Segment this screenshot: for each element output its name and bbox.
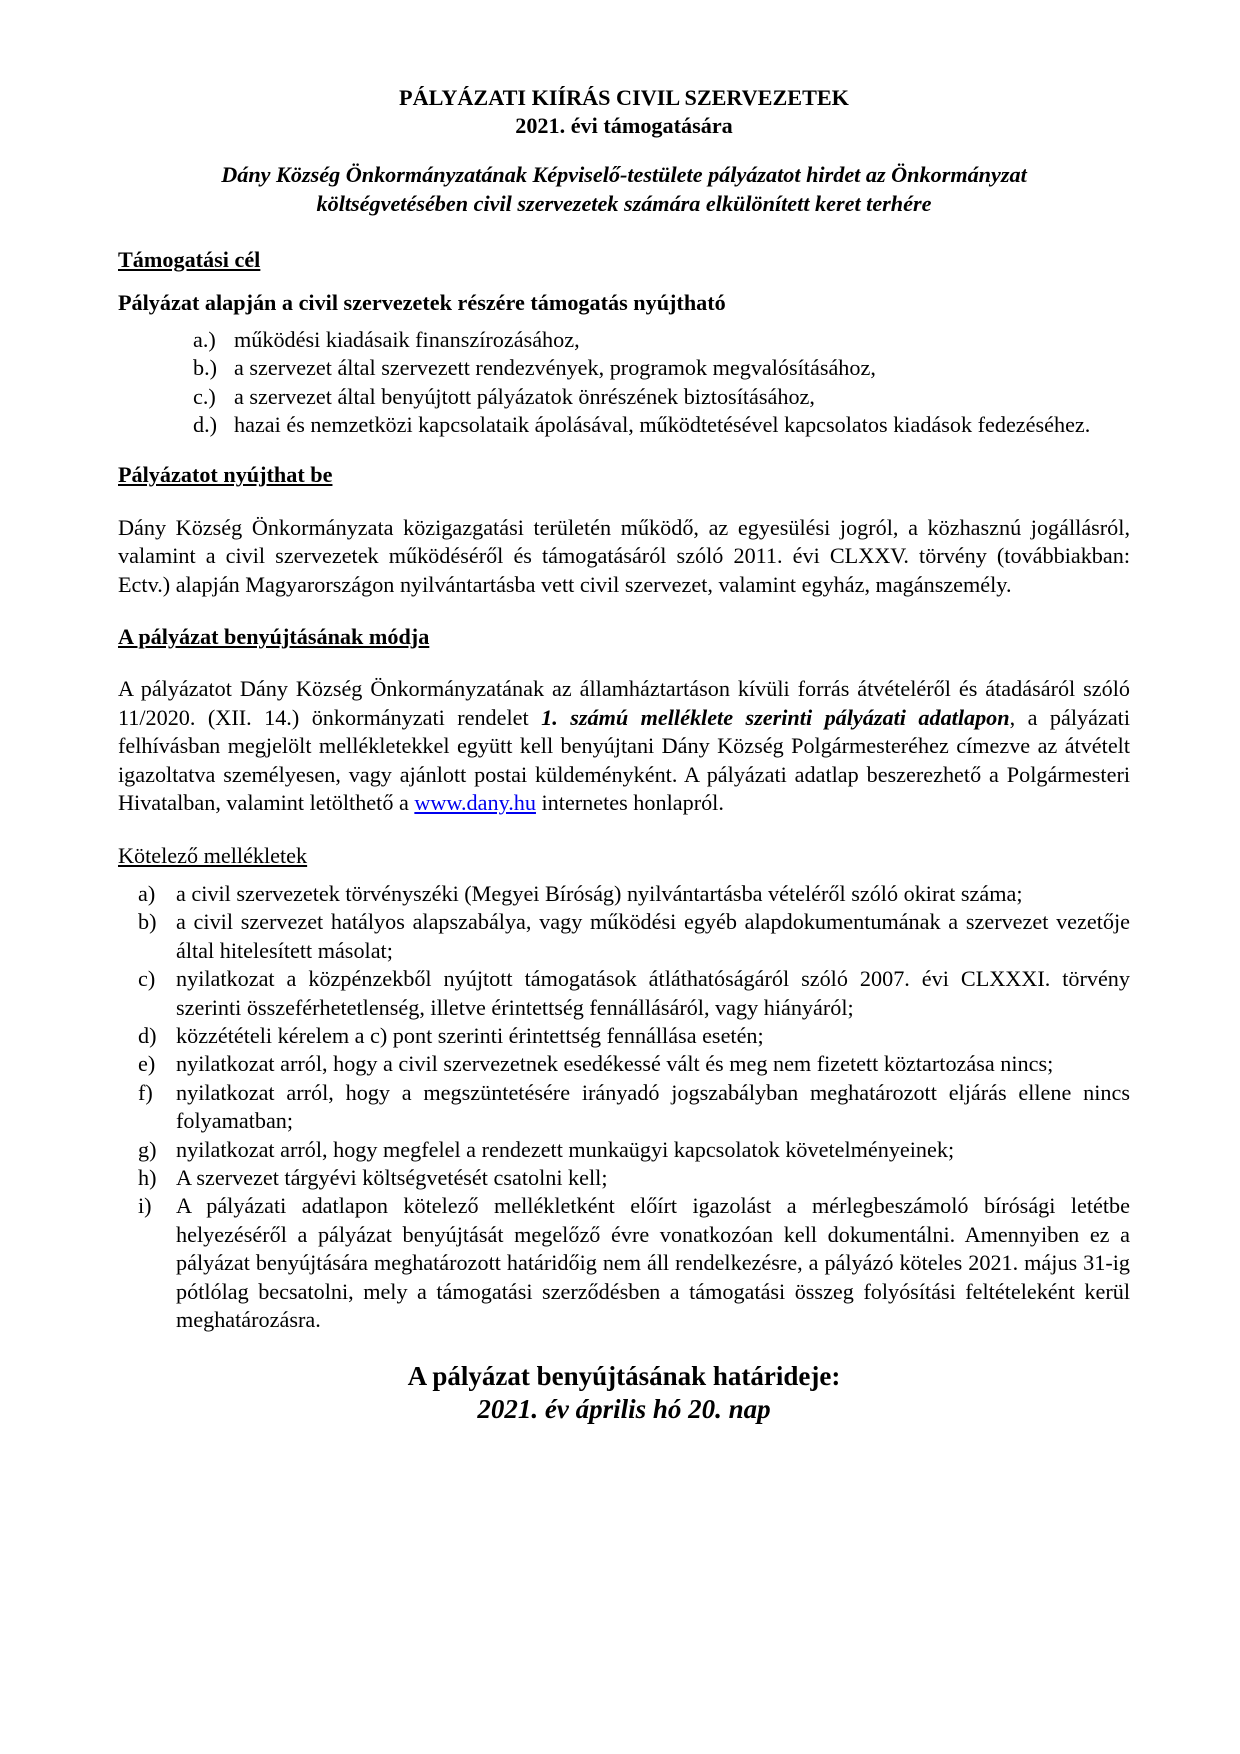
list-marker: d): [138, 1022, 157, 1048]
list-item: [138, 1164, 1130, 1192]
deadline-label: A pályázat benyújtásának határideje:: [407, 1361, 841, 1392]
support-goal-lead: Pályázat alapján a civil szervezetek részére támogatás nyújtható: [118, 290, 726, 316]
document-body: [118, 84, 1130, 1426]
eligible-applicants-text: Dány Község Önkormányzata közigazgatási területén működő, az egyesülési jogról, a közhasznú jogállásról, valamint a civil szervezetek működéséről és támogatásáról szóló 2011. évi CLXXV. törvény (továbbiakban: Ectv.) alapján Magyarországon nyilvántartásba vett civil szervezet, valamint egyház, magánszemély.: [118, 514, 1130, 597]
list-text: nyilatkozat arról, hogy a megszüntetésére irányadó jogszabályban meghatározott eljárás ellene nincs folyamatban;: [176, 1079, 1130, 1134]
title-line-2: 2021. évi támogatására: [515, 113, 733, 138]
intro-paragraph: [118, 160, 1130, 218]
list-marker: d.): [193, 412, 218, 438]
list-item: [138, 1136, 1130, 1164]
list-item: [138, 1022, 1130, 1050]
support-goal-list: [193, 326, 1130, 440]
list-marker: i): [138, 1193, 152, 1219]
form-reference-emphasis: 1. számú melléklete szerinti pályázati adatlapon: [541, 704, 1010, 730]
website-link[interactable]: www.dany.hu: [414, 790, 536, 816]
submission-text-part-3: internetes honlapról.: [535, 790, 724, 816]
list-marker: b): [138, 909, 157, 935]
heading-support-goal: Támogatási cél: [118, 247, 261, 272]
list-item: [138, 880, 1130, 908]
intro-line-2: költségvetésében civil szervezetek számára elkülönített keret terhére: [316, 191, 932, 216]
list-text: hazai és nemzetközi kapcsolataik ápolásával, működtetésével kapcsolatos kiadások fedezéséhez.: [234, 412, 1091, 438]
heading-mandatory-attachments: Kötelező mellékletek: [118, 842, 308, 868]
heading-submission-method: A pályázat benyújtásának módja: [118, 624, 430, 650]
list-item: [138, 1050, 1130, 1078]
list-text: nyilatkozat a közpénzekből nyújtott támogatások átláthatóságáról szóló 2007. évi CLXXXI. törvény szerinti összeférhetetlenség, illetve érintettség fennállásáról, vagy hiányáról;: [176, 966, 1130, 1020]
list-marker: e): [138, 1051, 156, 1077]
list-text: nyilatkozat arról, hogy megfelel a rendezett munkaügyi kapcsolatok követelményeinek;: [176, 1136, 955, 1162]
list-item: [193, 354, 1130, 382]
list-marker: h): [138, 1164, 157, 1190]
list-marker: b.): [193, 355, 218, 381]
list-item: [193, 383, 1130, 411]
list-marker: a.): [193, 326, 216, 352]
submission-text-part-2: , a pályázati felhívásban megjelölt mellékletekkel együtt kell benyújtani Dány Község Polgármesteréhez címezve az átvételt igazoltatva személyesen, vagy ajánlott postai küldeményként. A pályázati adatlap beszerezhető a Polgármesteri Hivatalban, valamint letölthető a: [118, 704, 1130, 816]
list-marker: c.): [193, 383, 216, 409]
list-item: [193, 326, 1130, 354]
list-text: A szervezet tárgyévi költségvetését csatolni kell;: [176, 1164, 608, 1190]
list-text: a szervezet által benyújtott pályázatok önrészének biztosításához,: [234, 383, 815, 409]
list-item: [138, 908, 1130, 965]
list-item: [193, 411, 1130, 439]
list-text: nyilatkozat arról, hogy a civil szervezetnek esedékessé vált és meg nem fizetett köztartozása nincs;: [176, 1051, 1054, 1077]
list-text: a civil szervezet hatályos alapszabálya, vagy működési egyéb alapdokumentumának a szervezet vezetője által hitelesített másolat;: [176, 909, 1130, 963]
list-marker: c): [138, 966, 156, 992]
list-marker: a): [138, 880, 156, 906]
list-item: [138, 1192, 1130, 1334]
intro-line-1: Dány Község Önkormányzatának Képviselő-testülete pályázatot hirdet az Önkormányzat: [221, 162, 1027, 187]
list-text: a civil szervezetek törvényszéki (Megyei Bíróság) nyilvántartásba vételéről szóló okirat száma;: [176, 880, 1023, 906]
list-marker: g): [138, 1136, 157, 1162]
document-title: [118, 84, 1130, 140]
deadline-date: 2021. év április hó 20. nap: [477, 1394, 771, 1425]
list-marker: f): [138, 1079, 153, 1105]
list-item: [138, 965, 1130, 1022]
heading-eligible-applicants: Pályázatot nyújthat be: [118, 462, 333, 488]
list-text: A pályázati adatlapon kötelező mellékletként előírt igazolást a mérlegbeszámoló bírósági letétbe helyezéséről a pályázat benyújtását megelőző évre vonatkozóan kell dokumentálni. Amennyiben ez a pályázat benyújtására meghatározott határidőig nem áll rendelkezésre, a pályázó köteles 2021. május 31-ig pótlólag becsatolni, mely a támogatási szerződésben a támogatási összeg folyósítási feltételeként kerül meghatározásra.: [176, 1193, 1130, 1332]
list-item: [138, 1079, 1130, 1136]
title-line-1: PÁLYÁZATI KIÍRÁS CIVIL SZERVEZETEK: [399, 85, 849, 110]
list-text: közzétételi kérelem a c) pont szerinti érintettség fennállása esetén;: [176, 1022, 764, 1048]
list-text: a szervezet által szervezett rendezvények, programok megvalósításához,: [234, 355, 876, 381]
submission-method-text: [118, 675, 1130, 817]
submission-text-part-1: A pályázatot Dány Község Önkormányzatának az államháztartáson kívüli forrás átvételéről és átadásáról szóló 11/2020. (XII. 14.) önkormányzati rendelet: [118, 676, 1130, 730]
attachments-list: [138, 880, 1130, 1335]
list-text: működési kiadásaik finanszírozásához,: [234, 326, 580, 352]
